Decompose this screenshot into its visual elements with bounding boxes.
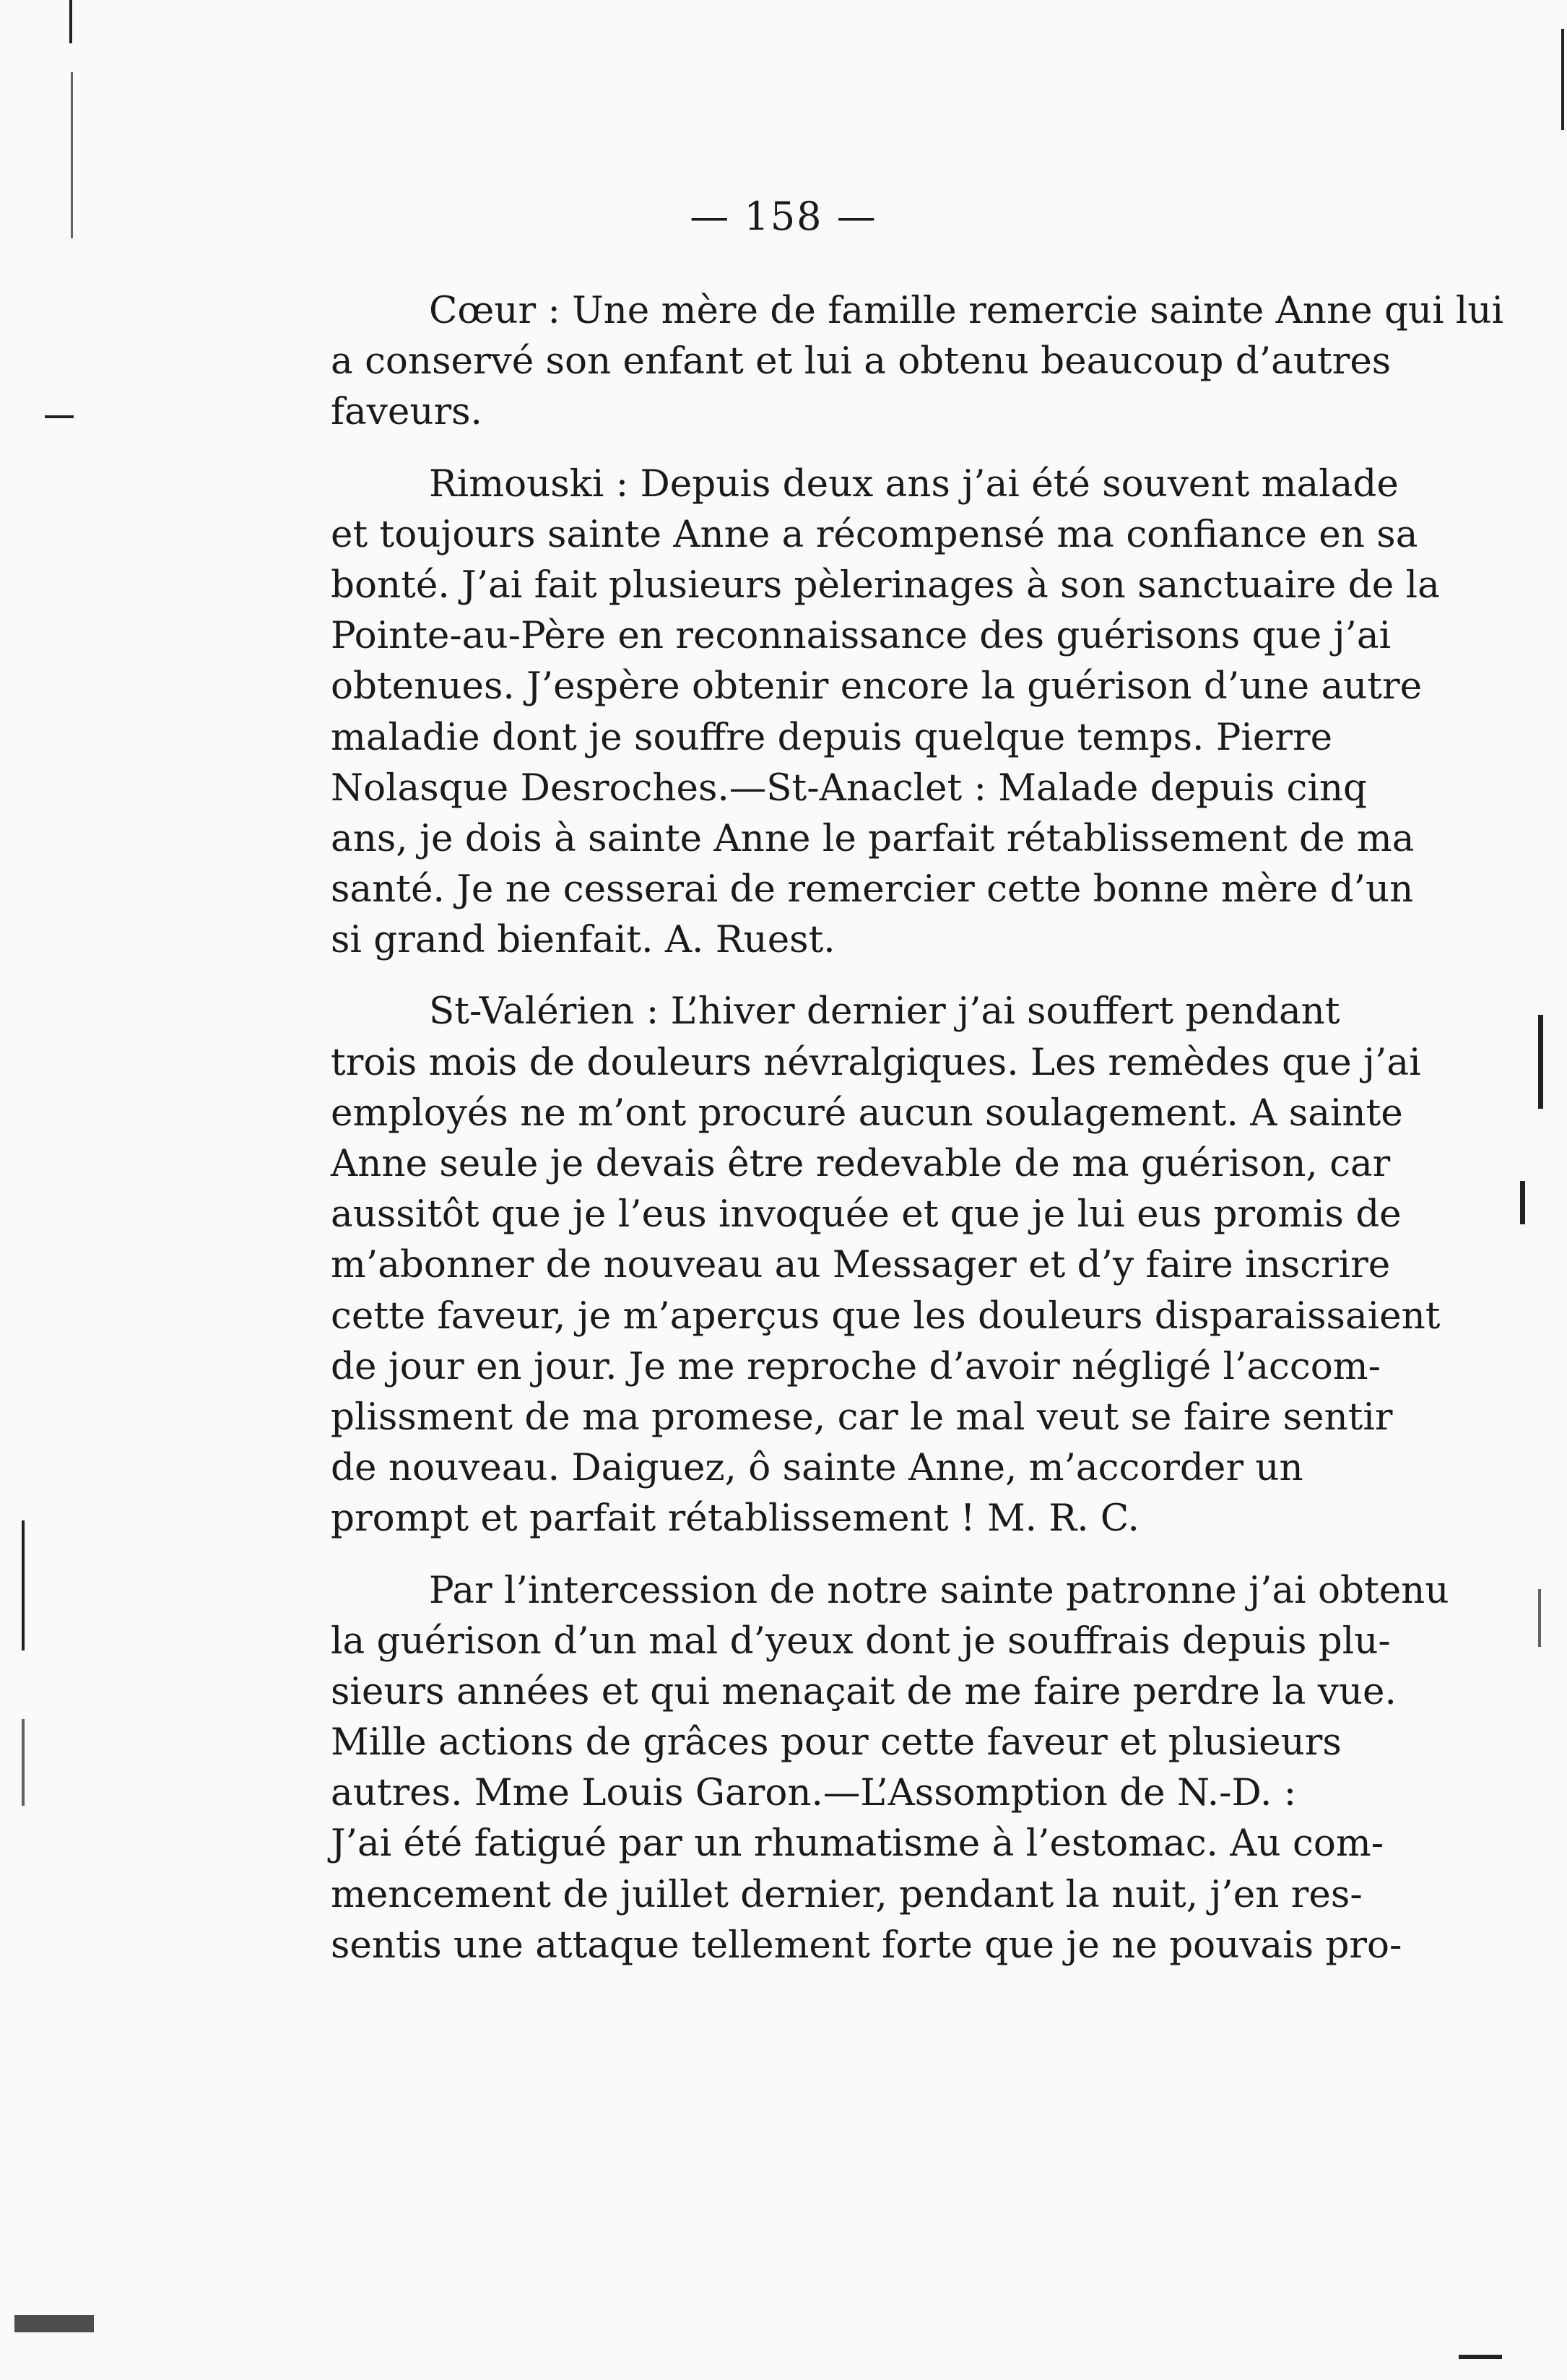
text-line: sieurs années et qui menaçait de me faire perdre la vue. xyxy=(331,1669,1397,1713)
text-line: Rimouski : Depuis deux ans j’ai été souvent malade xyxy=(429,462,1399,506)
text-line: sentis une attaque tellement forte que je ne pouvais pro- xyxy=(331,1923,1402,1967)
text-line: obtenues. J’espère obtenir encore la guérison d’une autre xyxy=(331,665,1423,709)
scan-edge-mark xyxy=(14,2315,94,2332)
text-line: aussitôt que je l’eus invoquée et que je lui eus promis de xyxy=(331,1193,1402,1237)
text-line: prompt et parfait rétablissement ! M. R. C. xyxy=(331,1497,1140,1541)
scan-edge-mark xyxy=(71,72,73,238)
text-line: Mille actions de grâces pour cette faveur et plusieurs xyxy=(331,1721,1342,1765)
scan-edge-mark xyxy=(1538,1589,1541,1647)
text-line: et toujours sainte Anne a récompensé ma confiance en sa xyxy=(331,512,1418,556)
scan-edge-mark xyxy=(22,1719,25,1806)
text-line: a conservé son enfant et lui a obtenu beaucoup d’autres xyxy=(331,339,1392,384)
text-line: m’abonner de nouveau au Messager et d’y faire inscrire xyxy=(331,1243,1391,1287)
text-line: Anne seule je devais être redevable de ma guérison, car xyxy=(331,1142,1391,1185)
text-line: bonté. J’ai fait plusieurs pèlerinages à son sanctuaire de la xyxy=(331,563,1440,607)
text-line: ans, je dois à sainte Anne le parfait rétablissement de ma xyxy=(331,816,1415,860)
text-line: maladie dont je souffre depuis quelque temps. Pierre xyxy=(331,715,1333,759)
text-line: employés ne m’ont procuré aucun soulagement. A sainte xyxy=(331,1091,1403,1135)
scan-edge-mark xyxy=(1459,2355,1502,2359)
text-line: Cœur : Une mère de famille remercie sainte Anne qui lui xyxy=(429,289,1504,332)
text-line: Nolasque Desroches.—St-Anaclet : Malade depuis cinq xyxy=(331,766,1368,810)
text-line: si grand bienfait. A. Ruest. xyxy=(331,918,835,962)
text-line: cette faveur, je m’aperçus que les douleurs disparaissaient xyxy=(331,1294,1441,1338)
text-line: faveurs. xyxy=(331,390,482,434)
text-line: J’ai été fatigué par un rhumatisme à l’estomac. Au com- xyxy=(331,1822,1384,1866)
text-line: de jour en jour. Je me reproche d’avoir négligé l’accom- xyxy=(331,1344,1381,1388)
text-line: santé. Je ne cesserai de remercier cette bonne mère d’un xyxy=(331,867,1414,912)
scan-edge-mark xyxy=(1520,1181,1525,1224)
page-text xyxy=(331,285,1504,1970)
scan-edge-mark xyxy=(22,1520,25,1650)
text-line: autres. Mme Louis Garon.—L’Assomption de N.-D. : xyxy=(331,1771,1297,1815)
scan-edge-mark xyxy=(69,0,72,43)
text-line: plissment de ma promese, car le mal veut se faire sentir xyxy=(331,1395,1393,1439)
page-number: — 158 — xyxy=(690,194,877,239)
text-line: la guérison d’un mal d’yeux dont je souffrais depuis plu- xyxy=(331,1619,1391,1663)
scan-edge-mark xyxy=(1561,29,1564,130)
text-line: de nouveau. Daiguez, ô sainte Anne, m’accorder un xyxy=(331,1446,1303,1490)
text-line: trois mois de douleurs névralgiques. Les remèdes que j’ai xyxy=(331,1040,1421,1084)
scan-edge-mark xyxy=(1538,1015,1543,1109)
scan-edge-mark xyxy=(45,415,74,418)
text-line: St-Valérien : L’hiver dernier j’ai souffert pendant xyxy=(429,990,1340,1034)
text-line: Par l’intercession de notre sainte patronne j’ai obtenu xyxy=(429,1568,1449,1612)
text-line: mencement de juillet dernier, pendant la nuit, j’en res- xyxy=(331,1872,1363,1916)
text-line: Pointe-au-Père en reconnaissance des guérisons que j’ai xyxy=(331,614,1392,658)
